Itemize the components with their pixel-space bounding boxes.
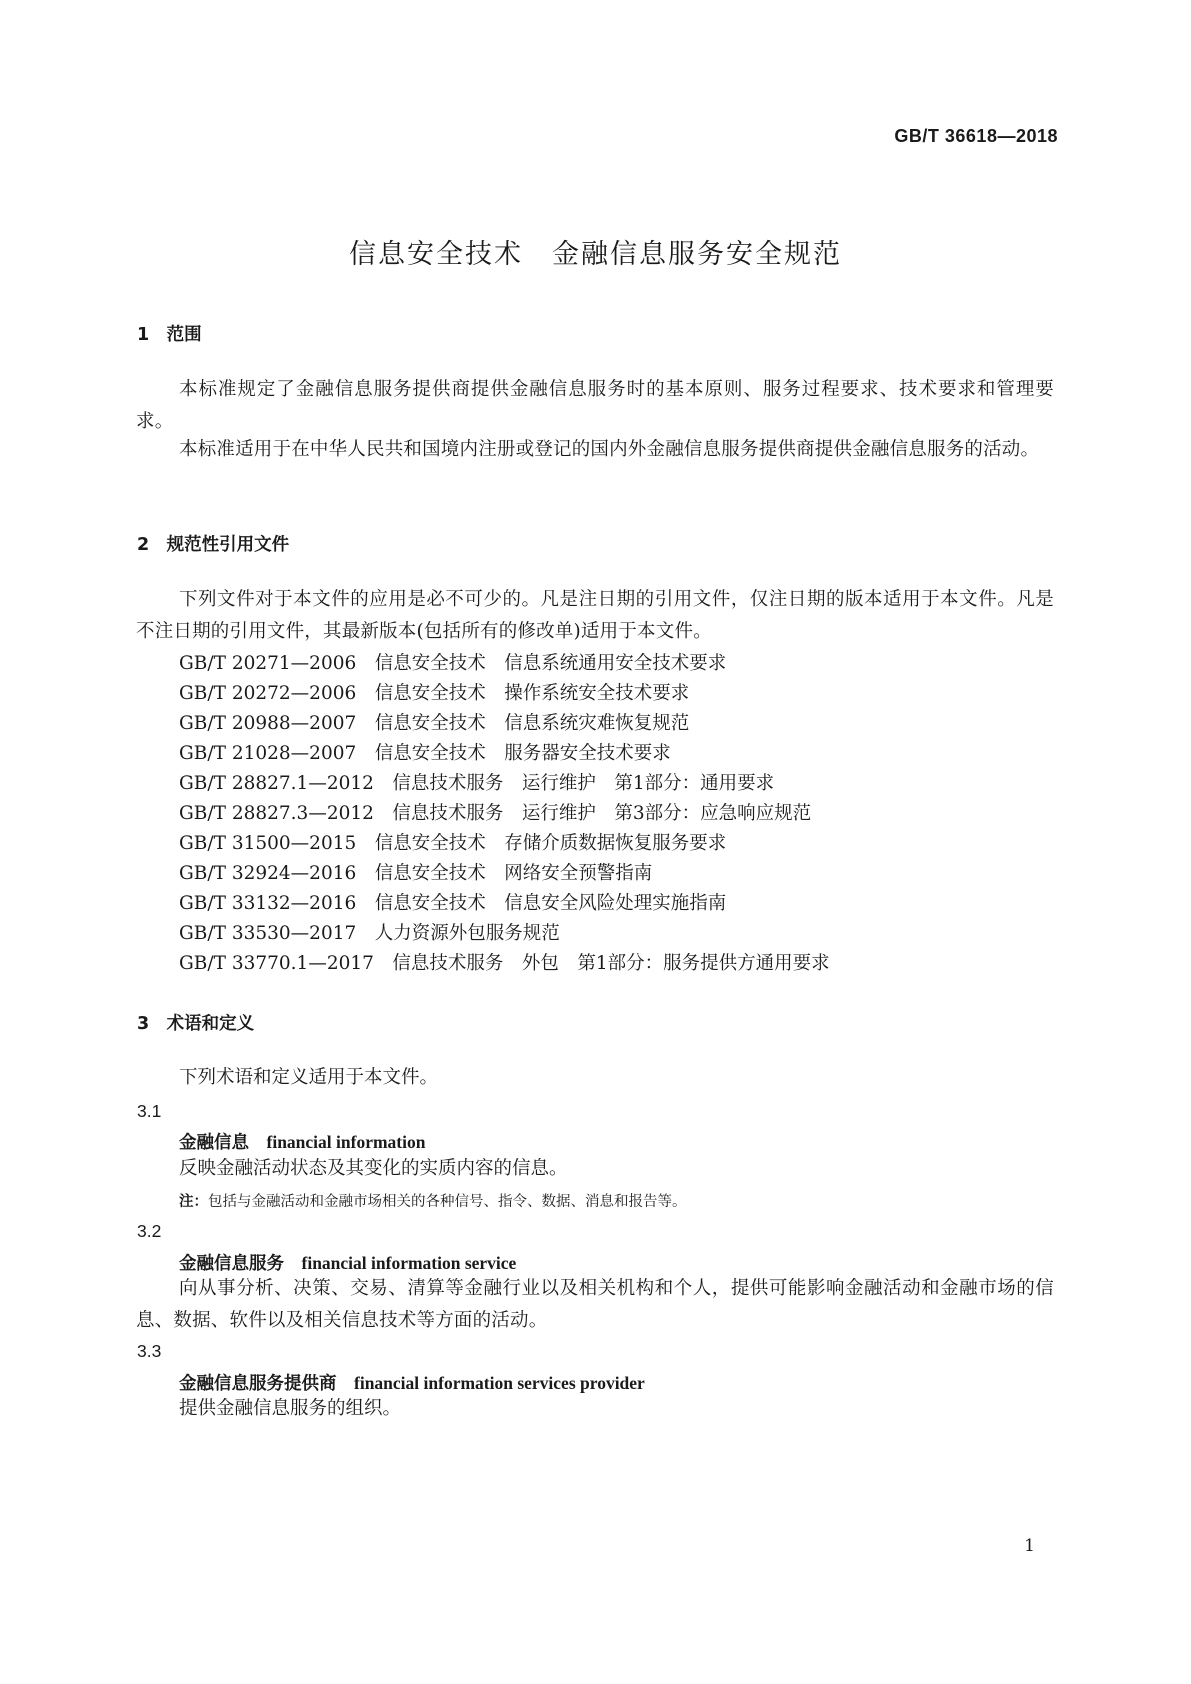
note-text: 包括与金融活动和金融市场相关的各种信号、指令、数据、消息和报告等。 (208, 1194, 687, 1210)
section-1-heading: 1 范围 (137, 325, 202, 345)
reference-item: GB/T 20271—2006 信息安全技术 信息系统通用安全技术要求 (179, 653, 727, 674)
note-label: 注： (179, 1194, 208, 1210)
page-number: 1 (1024, 1536, 1035, 1556)
reference-item: GB/T 21028—2007 信息安全技术 服务器安全技术要求 (179, 743, 671, 764)
term-title-cn: 金融信息服务 (179, 1254, 284, 1274)
term-note (179, 1190, 687, 1211)
term-title (179, 1129, 425, 1154)
reference-item: GB/T 28827.1—2012 信息技术服务 运行维护 第1部分：通用要求 (179, 773, 775, 794)
section-2-paragraph: 下列文件对于本文件的应用是必不可少的。凡是注日期的引用文件，仅注日期的版本适用于本文件。凡是不注日期的引用文件，其最新版本(包括所有的修改单)适用于本文件。 (136, 589, 1054, 642)
term-title-en: financial information service (301, 1253, 517, 1273)
term-title-cn: 金融信息服务提供商 (179, 1374, 337, 1394)
term-definition: 反映金融活动状态及其变化的实质内容的信息。 (179, 1158, 568, 1179)
reference-item: GB/T 20988—2007 信息安全技术 信息系统灾难恢复规范 (179, 713, 690, 734)
reference-item: GB/T 20272—2006 信息安全技术 操作系统安全技术要求 (179, 683, 690, 704)
term-title (179, 1370, 645, 1395)
reference-item: GB/T 31500—2015 信息安全技术 存储介质数据恢复服务要求 (179, 833, 727, 854)
section-3-heading: 3 术语和定义 (137, 1014, 255, 1034)
term-title-en: financial information services provider (354, 1373, 645, 1393)
reference-item: GB/T 33530—2017 人力资源外包服务规范 (179, 923, 560, 944)
term-title-cn: 金融信息 (179, 1133, 249, 1153)
term-number: 3.2 (137, 1221, 162, 1241)
reference-item: GB/T 33770.1—2017 信息技术服务 外包 第1部分：服务提供方通用要求 (179, 953, 830, 974)
reference-item: GB/T 32924—2016 信息安全技术 网络安全预警指南 (179, 863, 653, 884)
reference-item: GB/T 33132—2016 信息安全技术 信息安全风险处理实施指南 (179, 893, 727, 914)
section-2-heading: 2 规范性引用文件 (137, 535, 290, 555)
document-title: 信息安全技术 金融信息服务安全规范 (349, 239, 842, 270)
section-1-paragraph-2: 本标准适用于在中华人民共和国境内注册或登记的国内外金融信息服务提供商提供金融信息服务的活动。 (179, 439, 1040, 460)
term-definition: 提供金融信息服务的组织。 (179, 1398, 402, 1419)
term-number: 3.1 (137, 1101, 162, 1121)
term-definition: 向从事分析、决策、交易、清算等金融行业以及相关机构和个人，提供可能影响金融活动和金融市场的信息、数据、软件以及相关信息技术等方面的活动。 (136, 1278, 1054, 1331)
reference-item: GB/T 28827.3—2012 信息技术服务 运行维护 第3部分：应急响应规范 (179, 803, 812, 824)
term-number: 3.3 (137, 1341, 162, 1361)
section-3-intro: 下列术语和定义适用于本文件。 (179, 1067, 439, 1088)
standard-code: GB/T 36618—2018 (894, 126, 1058, 146)
section-1-paragraph-1: 本标准规定了金融信息服务提供商提供金融信息服务时的基本原则、服务过程要求、技术要求和管理要求。 (136, 379, 1054, 432)
term-title (179, 1250, 516, 1275)
term-title-en: financial information (266, 1132, 426, 1152)
